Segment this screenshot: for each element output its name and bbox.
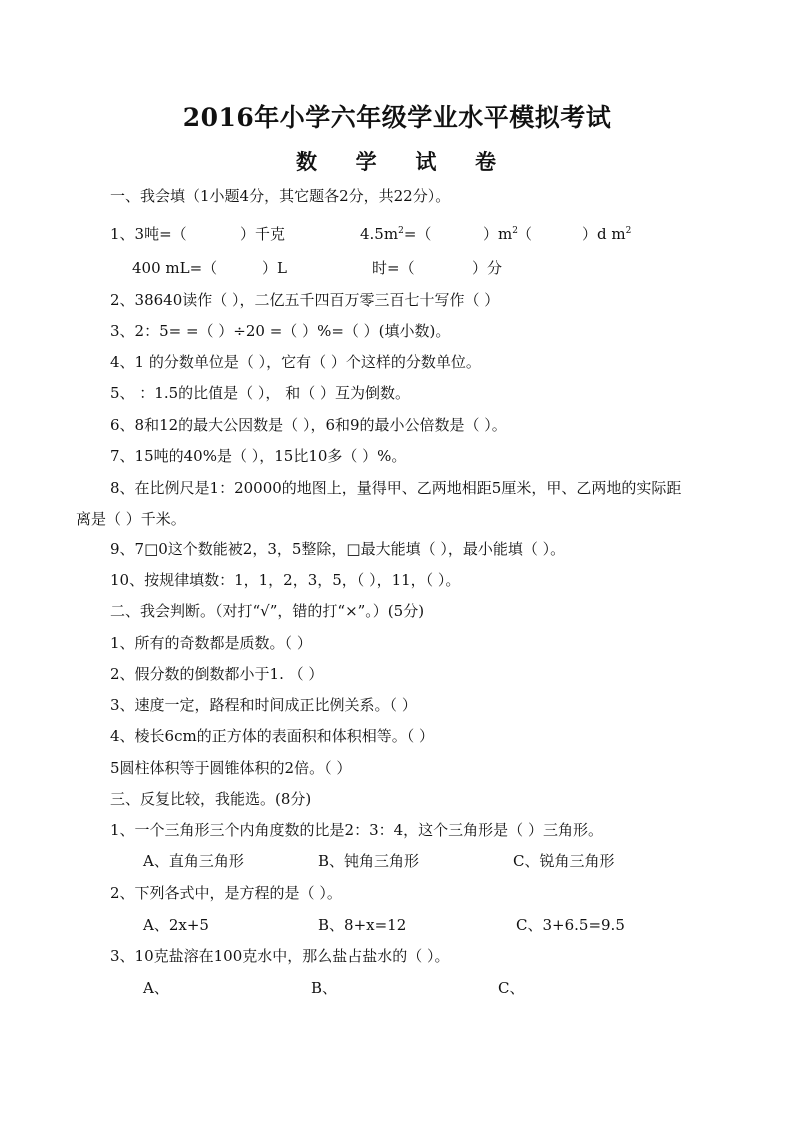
judge-2: 2、假分数的倒数都小于1. （ ） bbox=[110, 665, 324, 683]
choice-2: 2、下列各式中，是方程的是（ ）。 bbox=[110, 884, 342, 902]
choice-1-option-b: B、钝角三角形 bbox=[318, 852, 420, 870]
section-2-heading: 二、我会判断。（对打“√”，错的打“×”。）(5分) bbox=[110, 602, 425, 620]
section-1-heading: 一、我会填（1小题4分，其它题各2分，共22分）。 bbox=[110, 187, 451, 205]
question-6: 6、8和12的最大公因数是（ ），6和9的最小公倍数是（ ）。 bbox=[110, 416, 507, 434]
judge-4: 4、棱长6cm的正方体的表面积和体积相等。（ ） bbox=[110, 727, 434, 745]
q1-part-e: ）$m^2$ bbox=[483, 225, 518, 243]
q1-part-k: ）分 bbox=[472, 259, 503, 277]
q1-part-h: 400 mL=（ bbox=[132, 259, 218, 277]
subtitle-char: 数 bbox=[296, 149, 317, 174]
choice-2-option-a: A、2x+5 bbox=[143, 916, 209, 934]
section-3-heading: 三、反复比较，我能选。(8分) bbox=[110, 790, 312, 808]
choice-3-option-b: B、 bbox=[311, 979, 338, 997]
question-3: 3、2：5= =（ ）÷20 =（ ）%=（ ）(填小数)。 bbox=[110, 322, 451, 340]
subtitle-char: 卷 bbox=[474, 149, 496, 174]
exam-subtitle bbox=[296, 146, 496, 176]
question-4: 4、1 的分数单位是（ ），它有（ ）个这样的分数单位。 bbox=[110, 353, 481, 371]
judge-5: 5圆柱体积等于圆锥体积的2倍。（ ） bbox=[110, 759, 352, 777]
question-8-line-2: 离是（ ）千米。 bbox=[76, 510, 186, 528]
q1-part-g: ）d $m^2$ bbox=[582, 225, 632, 243]
question-9: 9、7□0这个数能被2，3，5整除，□最大能填（ ），最小能填（ ）。 bbox=[110, 540, 566, 558]
q1-part-i: ）L bbox=[262, 259, 287, 277]
question-10: 10、按规律填数：1，1，2，3，5，（ ），11，（ ）。 bbox=[110, 571, 461, 589]
choice-3-option-c: C、 bbox=[498, 979, 525, 997]
choice-3: 3、10克盐溶在100克水中，那么盐占盐水的（ ）。 bbox=[110, 947, 450, 965]
question-2: 2、38640读作（ ），二亿五千四百万零三百七十写作（ ） bbox=[110, 291, 500, 309]
judge-3: 3、速度一定，路程和时间成正比例关系。（ ） bbox=[110, 696, 417, 714]
choice-2-option-c: C、3+6.5=9.5 bbox=[516, 916, 625, 934]
choice-1-option-c: C、锐角三角形 bbox=[513, 852, 615, 870]
choice-1: 1、一个三角形三个内角度数的比是2：3：4，这个三角形是（ ）三角形。 bbox=[110, 821, 603, 839]
choice-3-option-a: A、 bbox=[143, 979, 169, 997]
q1-part-f: （ bbox=[517, 225, 533, 243]
choice-2-option-b: B、8+x=12 bbox=[318, 916, 407, 934]
question-8-line-1: 8、在比例尺是1：20000的地图上，量得甲、乙两地相距5厘米，甲、乙两地的实际距 bbox=[110, 479, 682, 497]
question-5: 5、 ：1.5的比值是（ ）， 和（ ）互为倒数。 bbox=[110, 384, 410, 402]
q1-part-b: ）千克 bbox=[240, 225, 286, 243]
subtitle-char: 学 bbox=[355, 149, 377, 174]
q1-part-j: 时=（ bbox=[372, 259, 415, 277]
q1-part-c: $4.5m^2=$（ bbox=[360, 225, 432, 243]
choice-1-option-a: A、直角三角形 bbox=[143, 852, 244, 870]
question-7: 7、15吨的40%是（ ），15比10多（ ）%。 bbox=[110, 447, 407, 465]
exam-title: 2016年小学六年级学业水平模拟考试 bbox=[182, 103, 612, 132]
q1-part-a: 1、3吨=（ bbox=[110, 225, 187, 243]
judge-1: 1、所有的奇数都是质数。（ ） bbox=[110, 634, 312, 652]
subtitle-char: 试 bbox=[415, 149, 437, 174]
